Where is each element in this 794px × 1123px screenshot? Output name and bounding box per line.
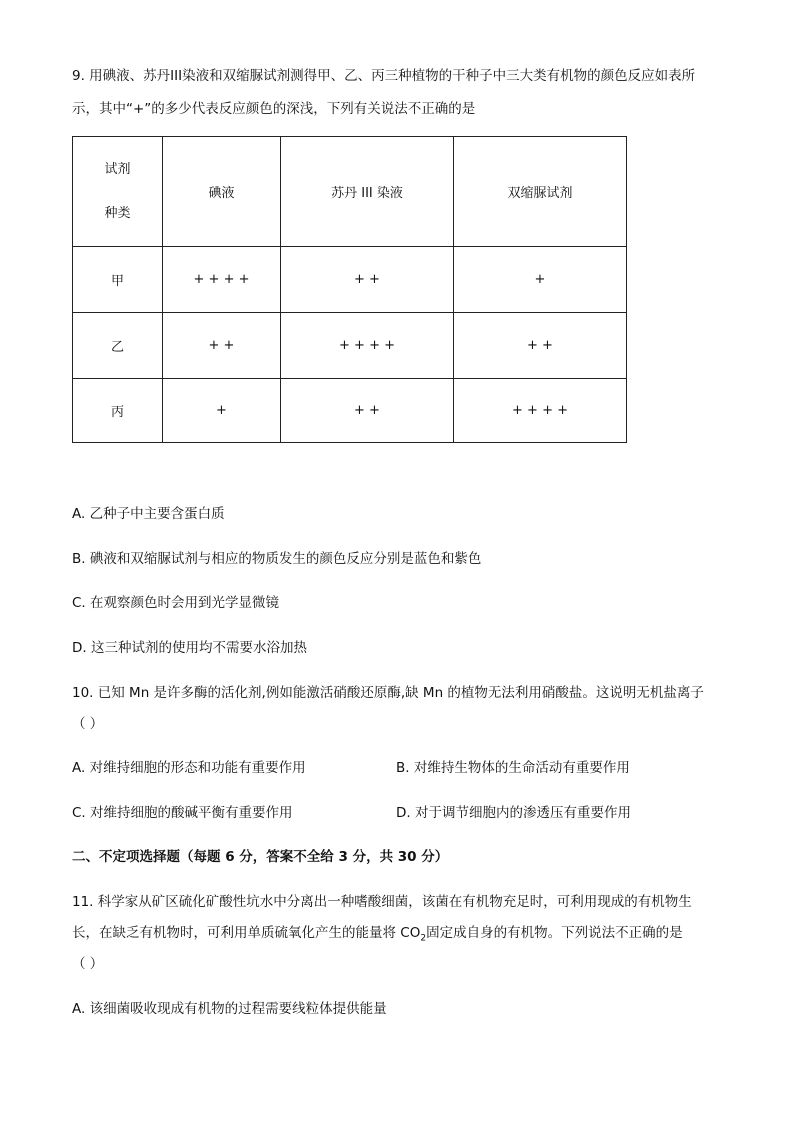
table-cell: +	[454, 247, 627, 313]
q10-answer-blank: （ ）	[72, 716, 104, 732]
table-header-row	[73, 137, 627, 247]
q9-stem-line2: 示，其中“+”的多少代表反应颜色的深浅，下列有关说法不正确的是	[72, 101, 476, 117]
column-header: 苏丹 III 染液	[281, 137, 454, 247]
row-header: 甲	[73, 247, 163, 313]
table-cell: + + + +	[163, 247, 281, 313]
q9-option-d: D. 这三种试剂的使用均不需要水浴加热	[72, 640, 307, 656]
column-header: 碘液	[163, 137, 281, 247]
row-header: 乙	[73, 313, 163, 379]
table-cell: + +	[454, 313, 627, 379]
row-header: 丙	[73, 379, 163, 443]
q9-stem-line1: 9. 用碘液、苏丹III染液和双缩脲试剂测得甲、乙、丙三种植物的干种子中三大类有机物的颜色反应如表所	[72, 68, 696, 84]
q10-option-c: C. 对维持细胞的酸碱平衡有重要作用	[72, 805, 293, 821]
q11-option-a: A. 该细菌吸收现成有机物的过程需要线粒体提供能量	[72, 1001, 387, 1017]
q11-stem-line1: 11. 科学家从矿区硫化矿酸性坑水中分离出一种嗜酸细菌，该菌在有机物充足时，可利用现成的有机物生	[72, 894, 692, 910]
corner-label-type: 种类	[104, 205, 131, 221]
q10-option-d: D. 对于调节细胞内的渗透压有重要作用	[396, 805, 631, 821]
table-cell: +	[163, 379, 281, 443]
co2-subscript: 2	[420, 933, 427, 944]
q10-option-b: B. 对维持生物体的生命活动有重要作用	[396, 760, 630, 776]
table-cell: + + + +	[454, 379, 627, 443]
q9-reagent-table	[72, 136, 627, 443]
section-title: 二、不定项选择题（每题 6 分，答案不全给 3 分，共 30 分）	[72, 849, 449, 865]
table-cell: + +	[281, 247, 454, 313]
q9-option-b: B. 碘液和双缩脲试剂与相应的物质发生的颜色反应分别是蓝色和紫色	[72, 551, 482, 567]
table-row	[73, 379, 627, 443]
table-cell: + +	[163, 313, 281, 379]
q10-stem-line1: 10. 已知 Mn 是许多酶的活化剂,例如能激活硝酸还原酶,缺 Mn 的植物无法利用硝酸盐。这说明无机盐离子	[72, 685, 704, 701]
table-cell: + + + +	[281, 313, 454, 379]
q10-option-a: A. 对维持细胞的形态和功能有重要作用	[72, 760, 306, 776]
table-row	[73, 247, 627, 313]
q11-stem-text-before: 长，在缺乏有机物时，可利用单质硫氧化产生的能量将 CO	[72, 925, 421, 941]
table-row	[73, 313, 627, 379]
q11-stem-text-after: 固定成自身的有机物。下列说法不正确的是	[426, 925, 683, 941]
q9-option-c: C. 在观察颜色时会用到光学显微镜	[72, 595, 280, 611]
q11-stem-line2	[72, 923, 724, 943]
corner-label-reagent: 试剂	[104, 161, 131, 177]
table-corner-cell	[73, 137, 163, 247]
table-cell: + +	[281, 379, 454, 443]
q11-answer-blank: （ ）	[72, 956, 104, 972]
q9-option-a: A. 乙种子中主要含蛋白质	[72, 506, 225, 522]
column-header: 双缩脲试剂	[454, 137, 627, 247]
